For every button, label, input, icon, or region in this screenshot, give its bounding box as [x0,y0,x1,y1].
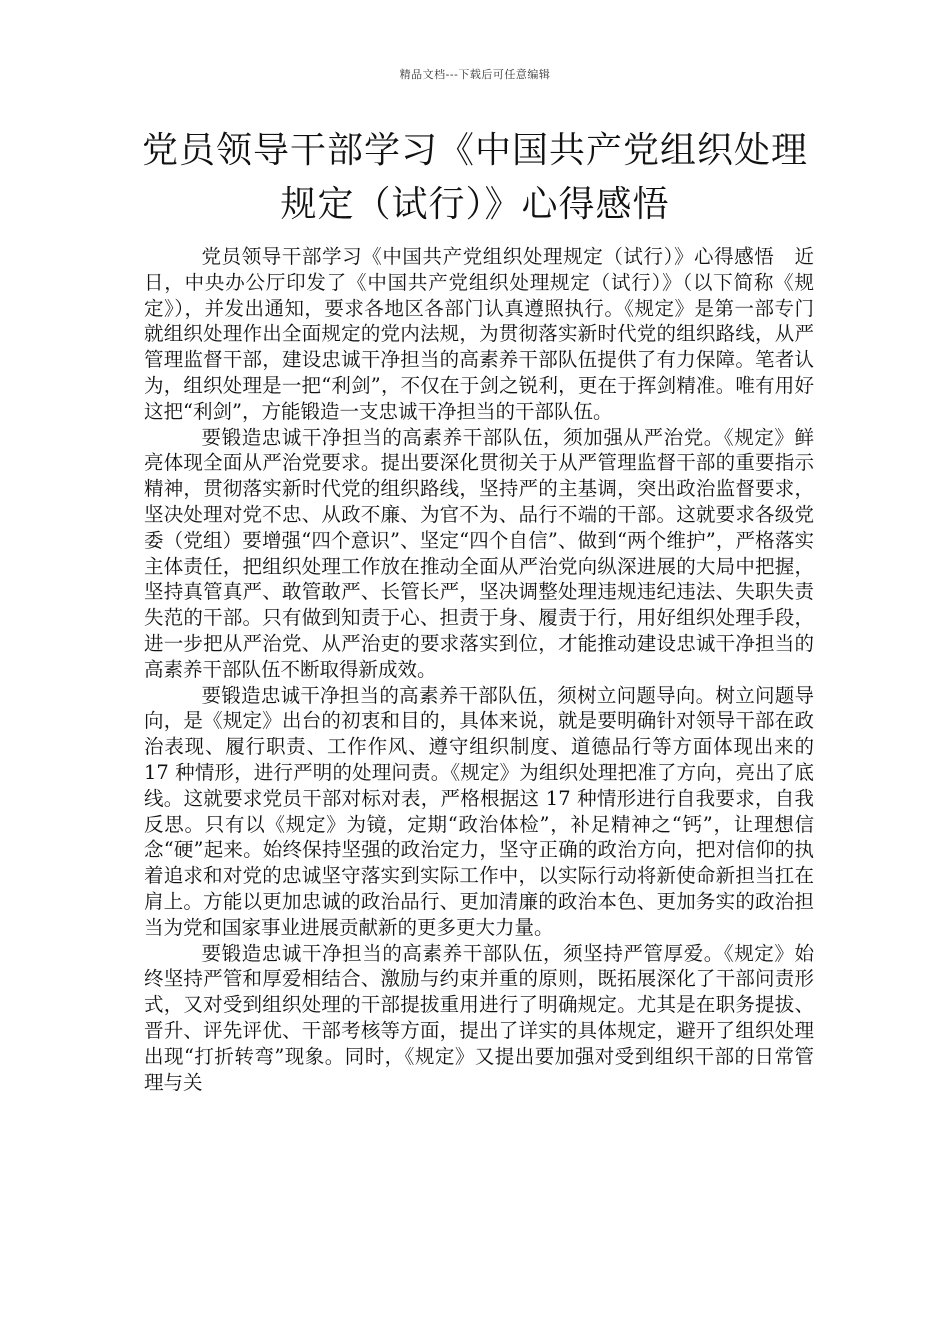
header-note: 精品文档---下载后可任意编辑 [399,68,551,81]
document-title [120,124,830,232]
paragraph: 要锻造忠诚干净担当的高素养干部队伍，须加强从严治党。《规定》鲜亮体现全面从严治党要求。提出要深化贯彻关于从严管理监督干部的重要指示精神，贯彻落实新时代党的组织路线，坚持严的主基调，突出政治监督要求，坚决处理对党不忠、从政不廉、为官不为、品行不端的干部。这就要求各级党委（党组）要增强“四个意识”、坚定“四个自信”、做到“两个维护”，严格落实主体责任，把组织处理工作放在推动全面从严治党向纵深进展的大局中把握，坚持真管真严、敢管敢严、长管长严，坚决调整处理违规违纪违法、失职失责失范的干部。只有做到知责于心、担责于身、履责于行，用好组织处理手段，进一步把从严治党、从严治吏的要求落实到位，才能推动建设忠诚干净担当的高素养干部队伍不断取得新成效。 [144,425,814,681]
paragraph: 党员领导干部学习《中国共产党组织处理规定（试行）》心得感悟 近日，中央办公厅印发了《中国共产党组织处理规定（试行）》（以下简称《规定》），并发出通知，要求各地区各部门认真遵照执行。《规定》是第一部专门就组织处理作出全面规定的党内法规，为贯彻落实新时代党的组织路线，从严管理监督干部，建设忠诚干净担当的高素养干部队伍提供了有力保障。笔者认为，组织处理是一把“利剑”，不仅在于剑之锐利，更在于挥剑精准。唯有用好这把“利剑”，方能锻造一支忠诚干净担当的干部队伍。 [144,245,814,423]
document-body [144,244,814,1095]
title-line-1: 党员领导干部学习《中国共产党组织处理 [141,130,808,171]
paragraph: 要锻造忠诚干净担当的高素养干部队伍，须树立问题导向。树立问题导向，是《规定》出台的初衷和目的，具体来说，就是要明确针对领导干部在政治表现、履行职责、工作作风、遵守组织制度、道德品行等方面体现出来的 17 种情形，进行严明的处理问责。《规定》为组织处理把准了方向，亮出了底线。这就要求党员干部对标对表，严格根据这 17 种情形进行自我要求，自我反思。只有以《规定》为镜，定期“政治体检”，补足精神之“钙”，让理想信念“硬”起来。始终保持坚强的政治定力，坚守正确的政治方向，把对信仰的执着追求和对党的忠诚坚守落实到实际工作中，以实际行动将新使命新担当扛在肩上。方能以更加忠诚的政治品行、更加清廉的政治本色、更加务实的政治担当为党和国家事业进展贡献新的更多更大力量。 [144,683,814,939]
paragraph: 要锻造忠诚干净担当的高素养干部队伍，须坚持严管厚爱。《规定》始终坚持严管和厚爱相结合、激励与约束并重的原则，既拓展深化了干部问责形式，又对受到组织处理的干部提拔重用进行了明确规定。尤其是在职务提拔、晋升、评先评优、干部考核等方面，提出了详实的具体规定，避开了组织处理出现“打折转弯”现象。同时，《规定》又提出要加强对受到组织干部的日常管理与关 [144,941,814,1094]
title-line-2: 规定（试行）》心得感悟 [280,184,670,225]
